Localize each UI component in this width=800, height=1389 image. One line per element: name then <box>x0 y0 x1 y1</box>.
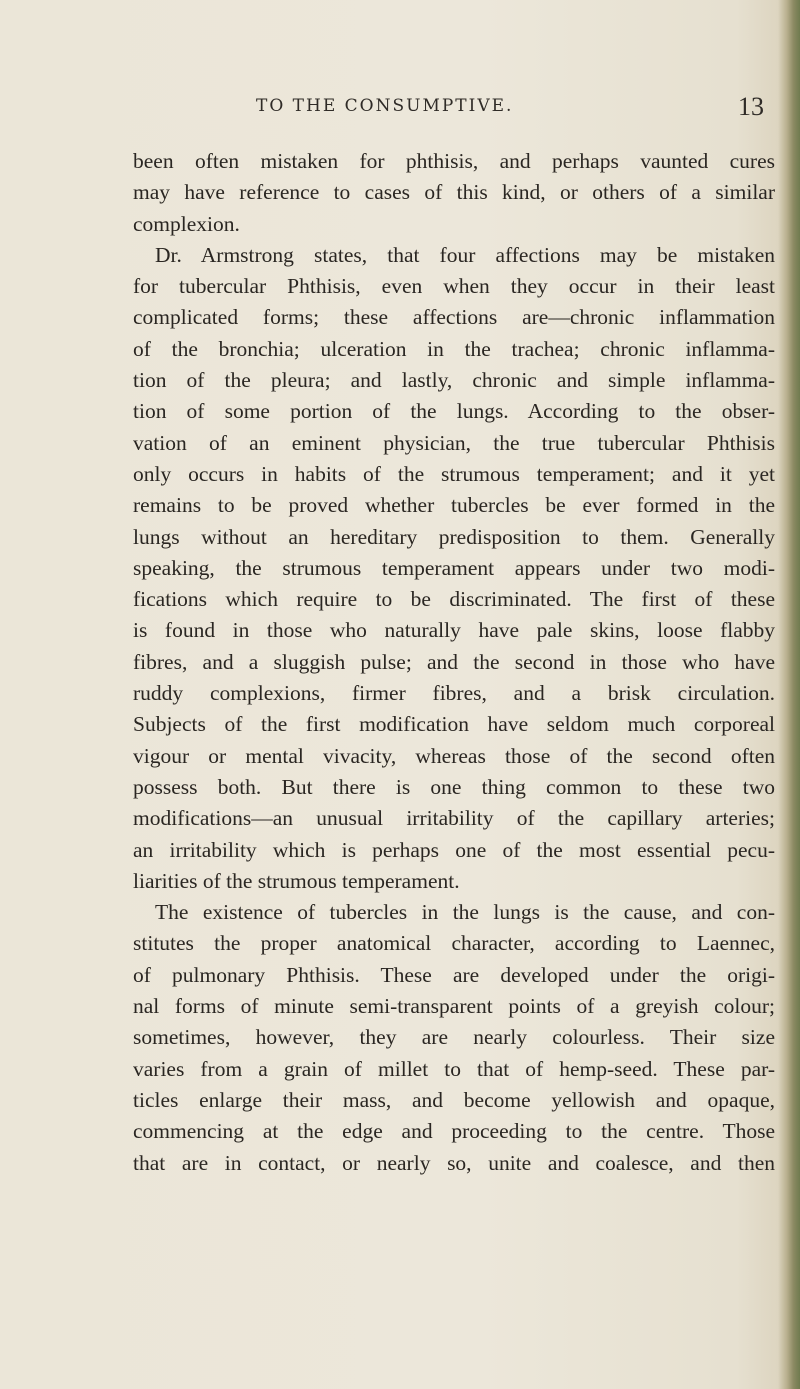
text-line: nal forms of minute semi-transparent points of a greyish colour; <box>133 994 775 1019</box>
text-line: possess both. But there is one thing common to these two <box>133 774 775 799</box>
text-line: speaking, the strumous temperament appears under two modi- <box>133 555 775 580</box>
text-line: that are in contact, or nearly so, unite and coalesce, and then <box>133 1150 775 1175</box>
text-line: liarities of the strumous temperament. <box>133 868 460 893</box>
text-line: of pulmonary Phthisis. These are developed under the origi- <box>133 962 775 987</box>
running-head: TO THE CONSUMPTIVE. <box>256 96 514 116</box>
text-line: tion of the pleura; and lastly, chronic and simple inflamma- <box>133 368 775 393</box>
text-line: modifications—an unusual irritability of the capillary arteries; <box>133 806 775 831</box>
body-text <box>133 146 775 1179</box>
text-line: Dr. Armstrong states, that four affections may be mistaken <box>155 242 775 267</box>
text-line: lungs without an hereditary predisposition to them. Generally <box>133 524 775 549</box>
text-line: vigour or mental vivacity, whereas those of the second often <box>133 743 775 768</box>
text-line: of the bronchia; ulceration in the trachea; chronic inflamma- <box>133 336 775 361</box>
text-line: ticles enlarge their mass, and become yellowish and opaque, <box>133 1087 775 1112</box>
text-line: stitutes the proper anatomical character, according to Laennec, <box>133 931 775 956</box>
text-line: complicated forms; these affections are—chronic inflammation <box>133 305 775 330</box>
text-line: fibres, and a sluggish pulse; and the second in those who have <box>133 649 775 674</box>
text-line: fications which require to be discriminated. The first of these <box>133 587 775 612</box>
text-line: Subjects of the first modification have seldom much corporeal <box>133 712 775 737</box>
text-line: an irritability which is perhaps one of the most essential pecu- <box>133 837 775 862</box>
text-line: is found in those who naturally have pale skins, loose flabby <box>133 618 775 643</box>
text-line: been often mistaken for phthisis, and perhaps vaunted cures <box>133 149 775 173</box>
text-line: complexion. <box>133 211 240 236</box>
text-line: may have reference to cases of this kind, or others of a similar <box>133 180 775 205</box>
page-number: 13 <box>738 92 764 121</box>
text-line: for tubercular Phthisis, even when they occur in their least <box>133 274 775 299</box>
page-header <box>0 92 800 126</box>
text-line: sometimes, however, they are nearly colourless. Their size <box>133 1025 775 1050</box>
text-line: vation of an eminent physician, the true tubercular Phthisis <box>133 430 775 455</box>
text-line: commencing at the edge and proceeding to the centre. Those <box>133 1119 775 1144</box>
text-line: only occurs in habits of the strumous temperament; and it yet <box>133 461 775 486</box>
text-line: remains to be proved whether tubercles be ever formed in the <box>133 493 775 518</box>
page-edge-shadow <box>778 0 800 1389</box>
text-line: tion of some portion of the lungs. According to the obser- <box>133 399 775 424</box>
text-line: ruddy complexions, firmer fibres, and a brisk circulation. <box>133 681 775 706</box>
text-line: The existence of tubercles in the lungs is the cause, and con- <box>155 900 775 925</box>
text-line: varies from a grain of millet to that of hemp-seed. These par- <box>133 1056 775 1081</box>
